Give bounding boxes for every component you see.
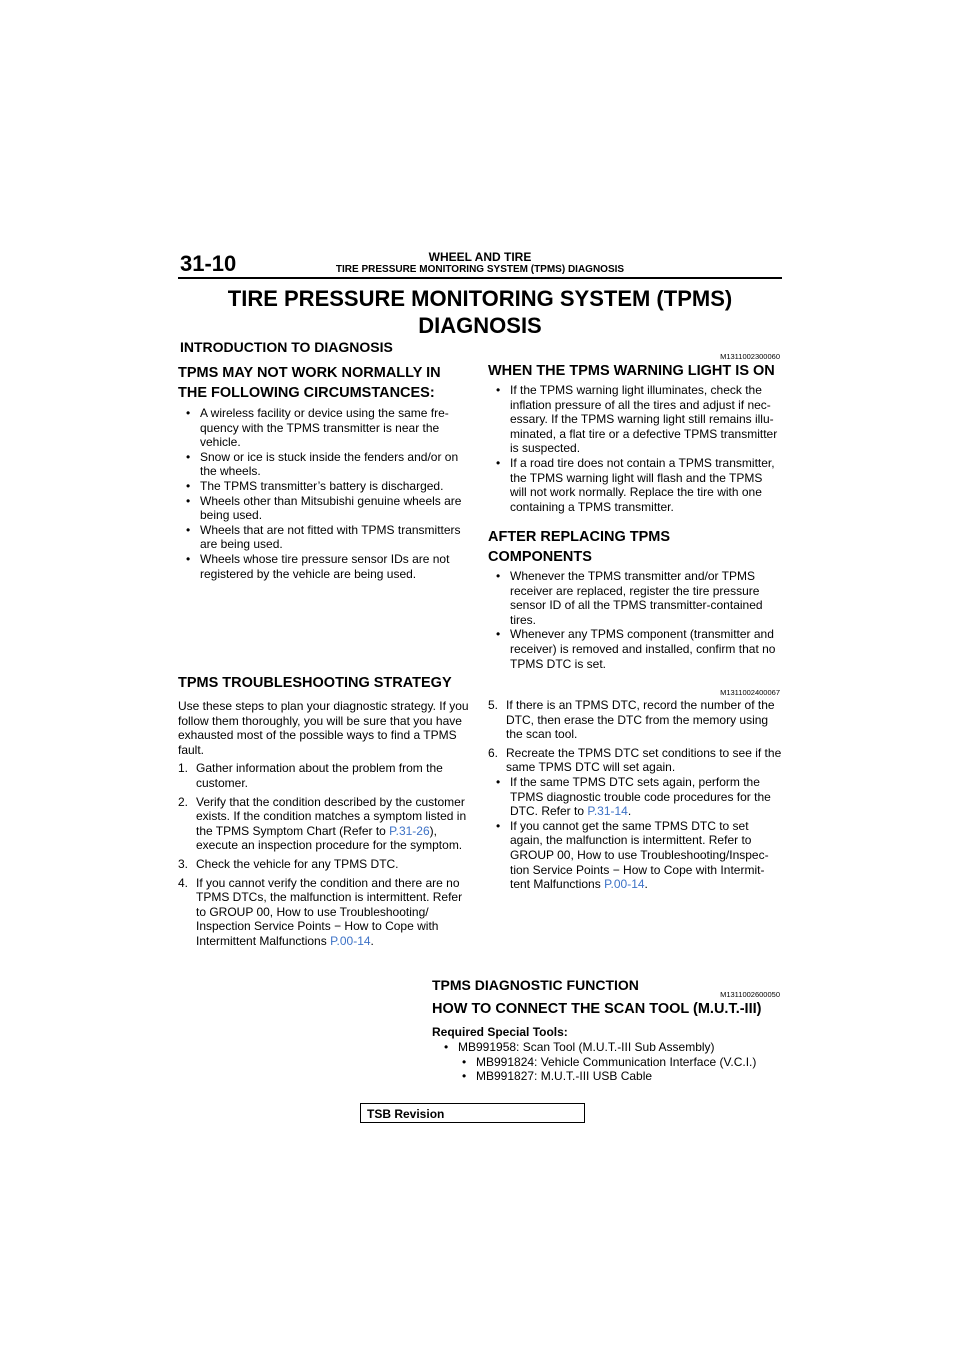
list-item: • Snow or ice is stuck inside the fenders and/or on the wheels. <box>186 449 459 479</box>
diag-function-heading: TPMS DIAGNOSTIC FUNCTION <box>432 977 639 993</box>
after-replacing-section <box>488 527 782 671</box>
list-item: 1. Gather information about the problem from the customer. <box>178 761 443 790</box>
required-tools-label: Required Special Tools: <box>432 1025 568 1039</box>
list-item: • MB991827: M.U.T.-III USB Cable <box>462 1069 653 1084</box>
link-p00-14-2[interactable]: P.00-14 <box>604 877 645 892</box>
list-item: • The TPMS transmitter’s battery is discharged. <box>186 478 444 493</box>
strategy-steps-right <box>488 698 782 892</box>
intro-heading: INTRODUCTION TO DIAGNOSIS <box>180 339 393 355</box>
after-replacing-heading-1: AFTER REPLACING TPMS <box>488 529 671 545</box>
list-item: • MB991824: Vehicle Communication Interface (V.C.I.) <box>462 1054 757 1069</box>
strategy-code: M1311002400067 <box>720 688 780 697</box>
page-number: 31-10 <box>180 251 237 276</box>
list-item: 4. If you cannot verify the condition and there are no TPMS DTCs, the malfunction is intermittent. Refer to GROUP 00, How to use Troubleshooting/ Inspection Service Points − How to Cope with Intermittent Malfunctions P.00-14. <box>178 875 463 948</box>
list-item: 5. If there is an TPMS DTC, record the number of the DTC, then erase the DTC from the memory using the scan tool. <box>488 698 775 742</box>
tools-list <box>438 1040 778 1084</box>
list-item: • Whenever the TPMS transmitter and/or TPMS receiver are replaced, register the tire pressure sensor ID of all the TPMS transmitter-contained tires. <box>496 569 763 627</box>
may-not-work-heading-1: TPMS MAY NOT WORK NORMALLY IN <box>178 365 441 381</box>
list-item: • Whenever any TPMS component (transmitter and receiver) is removed and installed, confirm that no TPMS DTC is set. <box>496 627 776 671</box>
intro-code: M1311002300060 <box>720 352 780 361</box>
diag-function-code: M1311002600050 <box>720 990 780 999</box>
list-item: • MB991958: Scan Tool (M.U.T.-III Sub Assembly) <box>444 1040 715 1054</box>
step6-sublist <box>488 775 782 892</box>
tsb-revision-box: TSB Revision <box>360 1103 585 1123</box>
list-item: • If the TPMS warning light illuminates, check the inflation pressure of all the tires and adjust if nec-essary. If the TPMS warning light still remains illu-minated, a flat tire or a defective TPMS transmitter is suspected. <box>496 383 778 456</box>
may-not-work-heading-2: THE FOLLOWING CIRCUMSTANCES: <box>178 385 435 401</box>
list-item: • Wheels whose tire pressure sensor IDs are not registered by the vehicle are being used. <box>186 551 450 581</box>
after-replacing-list <box>488 569 782 671</box>
strategy-heading: TPMS TROUBLESHOOTING STRATEGY <box>178 675 452 691</box>
may-not-work-list <box>178 406 470 581</box>
page-title-line2: DIAGNOSIS <box>418 313 542 338</box>
list-item: 6. Recreate the TPMS DTC set conditions to see if the same TPMS DTC will set again. <box>488 745 782 775</box>
list-item: • Wheels other than Mitsubishi genuine wheels are being used. <box>186 493 462 523</box>
header-rule <box>178 277 782 279</box>
warning-light-heading: WHEN THE TPMS WARNING LIGHT IS ON <box>488 363 775 379</box>
after-replacing-heading-2: COMPONENTS <box>488 549 592 565</box>
link-p31-26[interactable]: P.31-26 <box>389 823 430 838</box>
warning-light-section <box>488 361 782 514</box>
list-item: • If a road tire does not contain a TPMS transmitter, the TPMS warning light will flash and the TPMS will not work normally. Replace the tire with one containing a TPMS transmitter. <box>496 455 775 514</box>
list-item: 3. Check the vehicle for any TPMS DTC. <box>178 856 399 871</box>
page-title <box>178 285 782 339</box>
subsection-title: TIRE PRESSURE MONITORING SYSTEM (TPMS) DIAGNOSIS <box>335 264 625 275</box>
may-not-work-section <box>178 363 470 581</box>
list-item: • If you cannot get the same TPMS DTC to set again, the malfunction is intermittent. Refer to GROUP 00, How to use Troubleshooting/Inspec-tion Service Points − How to Cope with Intermit-tent Malfunctions P.00-14. <box>496 818 769 892</box>
list-item: • Wheels that are not fitted with TPMS transmitters are being used. <box>186 522 461 552</box>
list-item: • A wireless facility or device using the same fre-quency with the TPMS transmitter is near the vehicle. <box>186 406 449 450</box>
link-p00-14[interactable]: P.00-14 <box>330 933 371 948</box>
strategy-intro: Use these steps to plan your diagnostic strategy. If you follow them thoroughly, you will be sure that you have exhausted most of the possible ways to find a TPMS fault. <box>178 699 469 757</box>
strategy-steps-left <box>178 761 470 948</box>
warning-light-list <box>488 383 782 514</box>
strategy-section <box>178 673 470 953</box>
page-title-line1: TIRE PRESSURE MONITORING SYSTEM (TPMS) <box>227 286 733 311</box>
section-title: WHEEL AND TIRE <box>428 250 532 264</box>
list-item: • If the same TPMS DTC sets again, perform the TPMS diagnostic trouble code procedures for the DTC. Refer to P.31-14. <box>496 774 771 819</box>
list-item: 2. Verify that the condition described by the customer exists. If the condition matches a symptom listed in the TPMS Symptom Chart (Refer to P.31-26), execute an inspection procedure for the symptom. <box>178 794 467 853</box>
scan-tool-heading: HOW TO CONNECT THE SCAN TOOL (M.U.T.-III) <box>432 1001 762 1017</box>
link-p31-14[interactable]: P.31-14 <box>587 804 628 819</box>
